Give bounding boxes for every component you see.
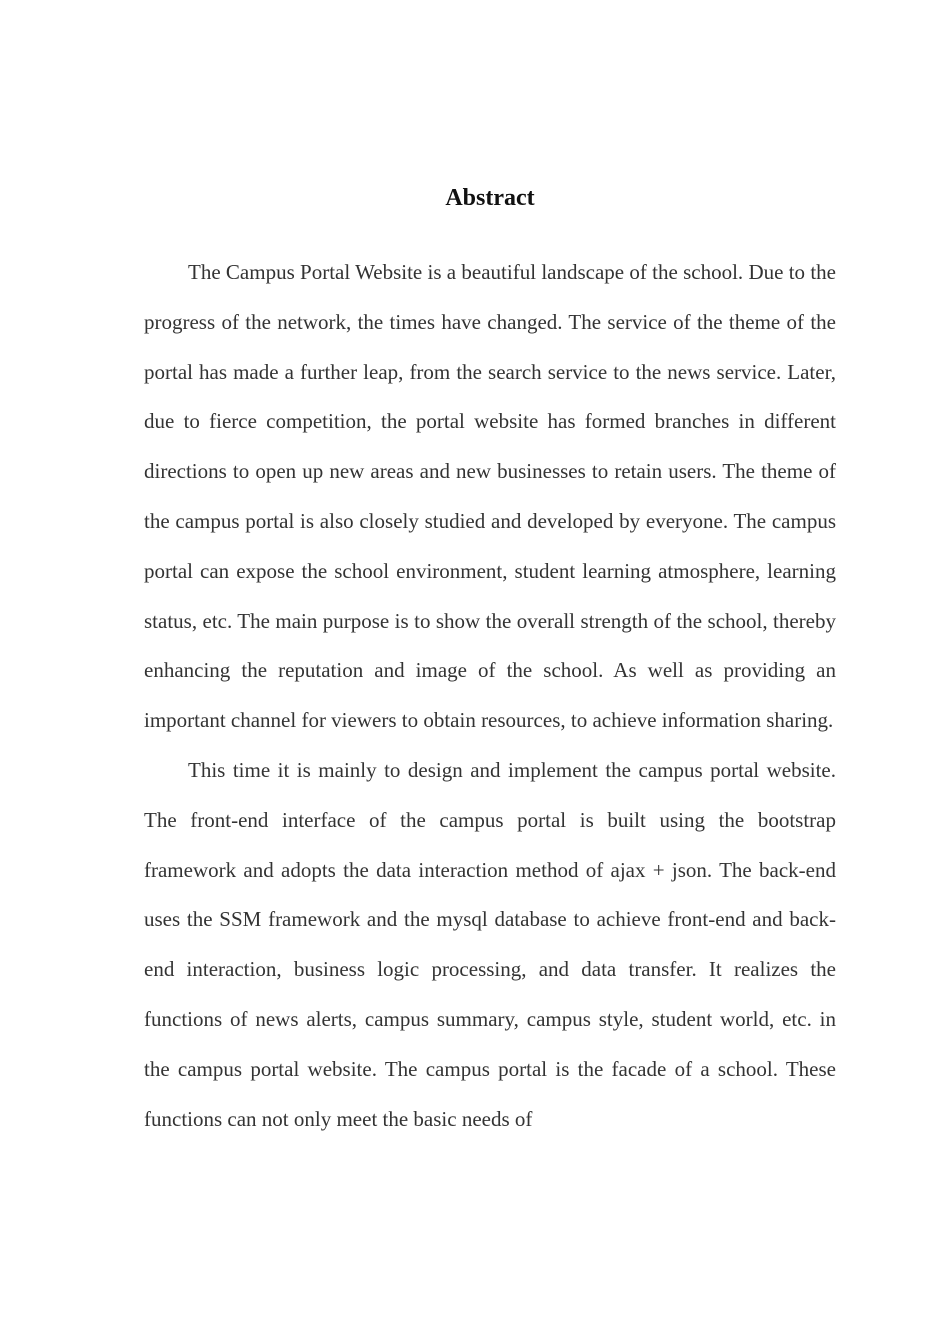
abstract-body xyxy=(144,248,836,1144)
abstract-title: Abstract xyxy=(445,185,535,211)
abstract-paragraph-2: This time it is mainly to design and implement the campus portal website. The front-end interface of the campus portal is built using the bootstrap framework and adopts the data interaction method of ajax + json. The back-end uses the SSM framework and the mysql database to achieve front-end and back-end interaction, business logic processing, and data transfer. It realizes the functions of news alerts, campus summary, campus style, student world, etc. in the campus portal website. The campus portal is the facade of a school. These functions can not only meet the basic needs of xyxy=(144,757,836,1131)
abstract-paragraph-1: The Campus Portal Website is a beautiful landscape of the school. Due to the progress of the network, the times have changed. The service of the theme of the portal has made a further leap, from the search service to the news service. Later, due to fierce competition, the portal website has formed branches in different directions to open up new areas and new businesses to retain users. The theme of the campus portal is also closely studied and developed by everyone. The campus portal can expose the school environment, student learning atmosphere, learning status, etc. The main purpose is to show the overall strength of the school, thereby enhancing the reputation and image of the school. As well as providing an important channel for viewers to obtain resources, to achieve information sharing. xyxy=(144,260,836,733)
